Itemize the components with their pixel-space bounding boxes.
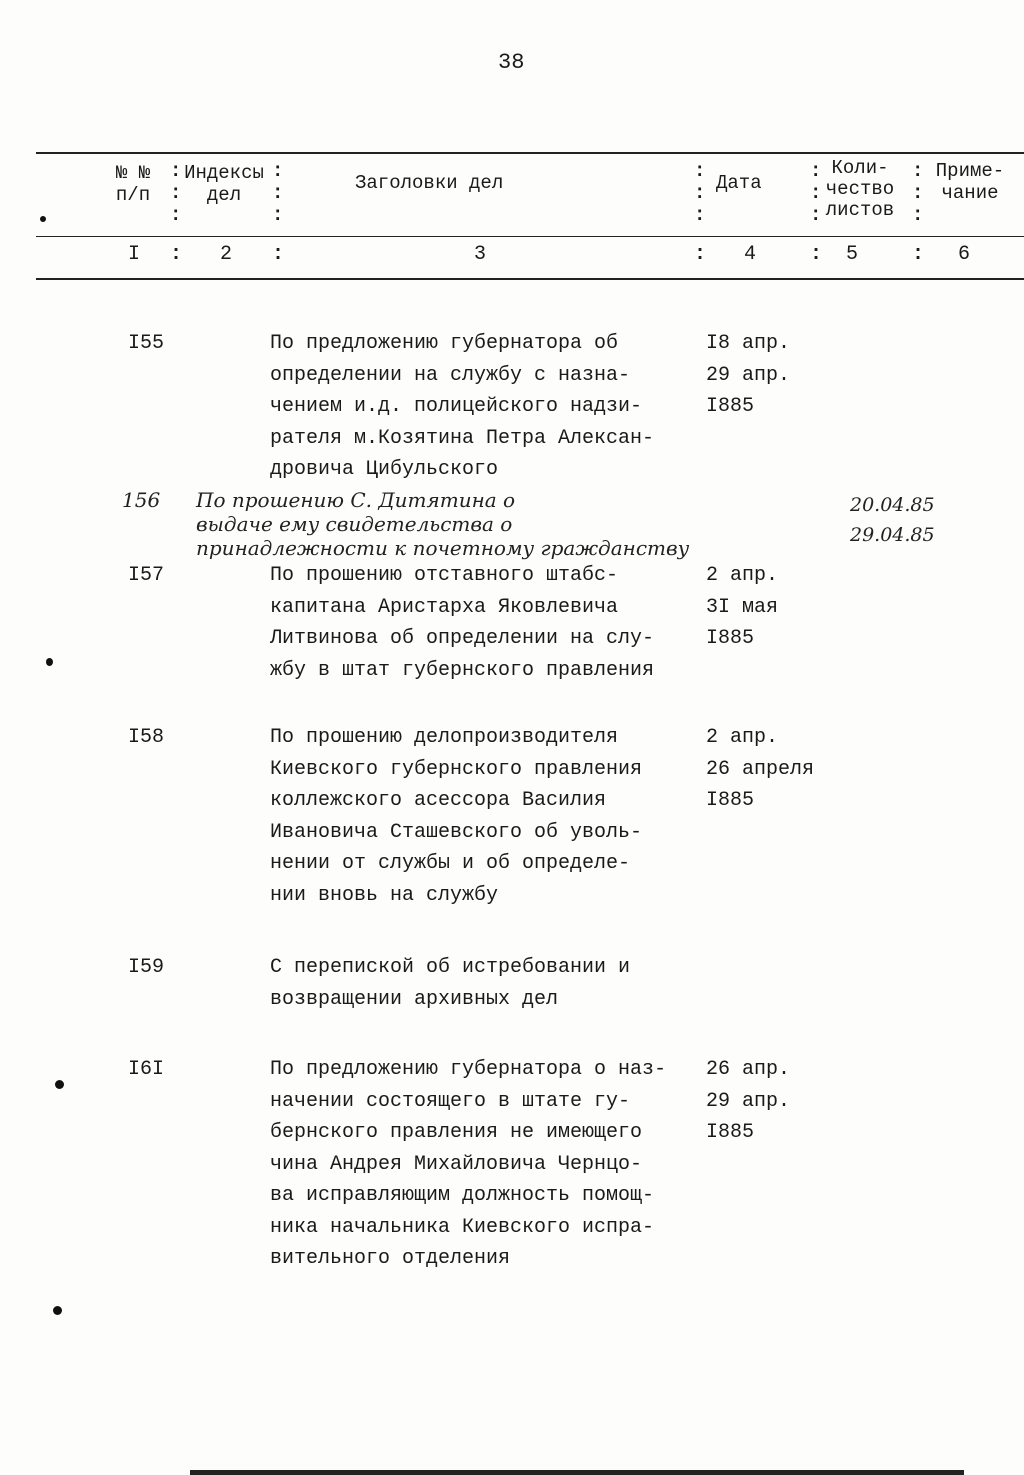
entry-number: I55 <box>128 332 165 355</box>
entry-title: По предложению губернатора о наз- начении состоящего в штате гу- бернского правления не имеющего чина Андрея Михайловича Чернцо- ва исправляющим должность помощ- ника начальника Киевского испра- вительного отделения <box>270 1058 667 1270</box>
column-separator: : : : <box>170 160 182 226</box>
table-top-rule <box>36 152 1024 154</box>
entry-date: 2 апр. 3I мая I885 <box>706 564 779 650</box>
handwritten-entry-number: 156 <box>122 488 161 512</box>
punch-hole-mark <box>55 1080 64 1089</box>
column-number: 2 <box>220 243 233 266</box>
handwritten-entry-date: 20.04.85 29.04.85 <box>850 494 935 546</box>
column-number: 6 <box>958 243 971 266</box>
column-number: 4 <box>744 243 757 266</box>
bottom-edge-rule <box>190 1470 964 1475</box>
entry-title: По предложению губернатора об определении на службу с назна- чением и.д. полицейского надзи- рателя м.Козятина Петра Алексан- дровича Цибульского <box>270 332 655 481</box>
punch-hole-mark <box>46 658 53 666</box>
entry-title: По прошению делопроизводителя Киевского губернского правления коллежского асессора Василия Ивановича Сташевского об уволь- нении от службы и об определе- нии вновь на службу <box>270 726 643 907</box>
punch-hole-mark <box>53 1306 62 1315</box>
column-separator: : <box>272 243 285 266</box>
column-separator: : : : <box>694 160 706 226</box>
entry-date: I8 апр. 29 апр. I885 <box>706 332 791 418</box>
entry-number: I6I <box>128 1058 165 1081</box>
column-separator: : <box>694 243 707 266</box>
entry-number: I59 <box>128 956 165 979</box>
entry-number: I57 <box>128 564 165 587</box>
entry-date: 2 апр. 26 апреля I885 <box>706 726 815 812</box>
column-separator: : : : <box>912 160 924 226</box>
entry-title: По прошению отставного штабс- капитана Аристарха Яковлевича Литвинова об определении на слу- жбу в штат губернского правления <box>270 564 655 682</box>
column-number: I <box>128 243 141 266</box>
page-number: 38 <box>498 50 525 75</box>
column-number: 3 <box>474 243 487 266</box>
header-col-index: Индексы дел <box>184 162 264 206</box>
header-bottom-rule <box>36 278 1024 280</box>
column-number: 5 <box>846 243 859 266</box>
header-col-date: Дата <box>716 172 762 194</box>
column-separator: : : : <box>810 160 822 226</box>
entry-number: I58 <box>128 726 165 749</box>
handwritten-entry-title: По прошению С. Дитятина о выдаче ему свидетельства о принадлежности к почетному гражданству <box>196 488 690 560</box>
header-col-sheets: Коли- чество листов <box>825 157 895 221</box>
header-rule <box>36 236 1024 237</box>
entry-title: С перепиской об истребовании и возвращении архивных дел <box>270 956 631 1011</box>
entry-date: 26 апр. 29 апр. I885 <box>706 1058 791 1144</box>
header-col-notes: Приме- чание <box>935 160 1005 204</box>
column-separator: : <box>912 243 925 266</box>
column-separator: : : : <box>272 160 284 226</box>
column-separator: : <box>170 243 183 266</box>
header-col-title: Заголовки дел <box>355 172 504 194</box>
punch-hole-mark <box>40 216 46 222</box>
header-col-number: № № п/п <box>115 162 151 206</box>
column-separator: : <box>810 243 823 266</box>
